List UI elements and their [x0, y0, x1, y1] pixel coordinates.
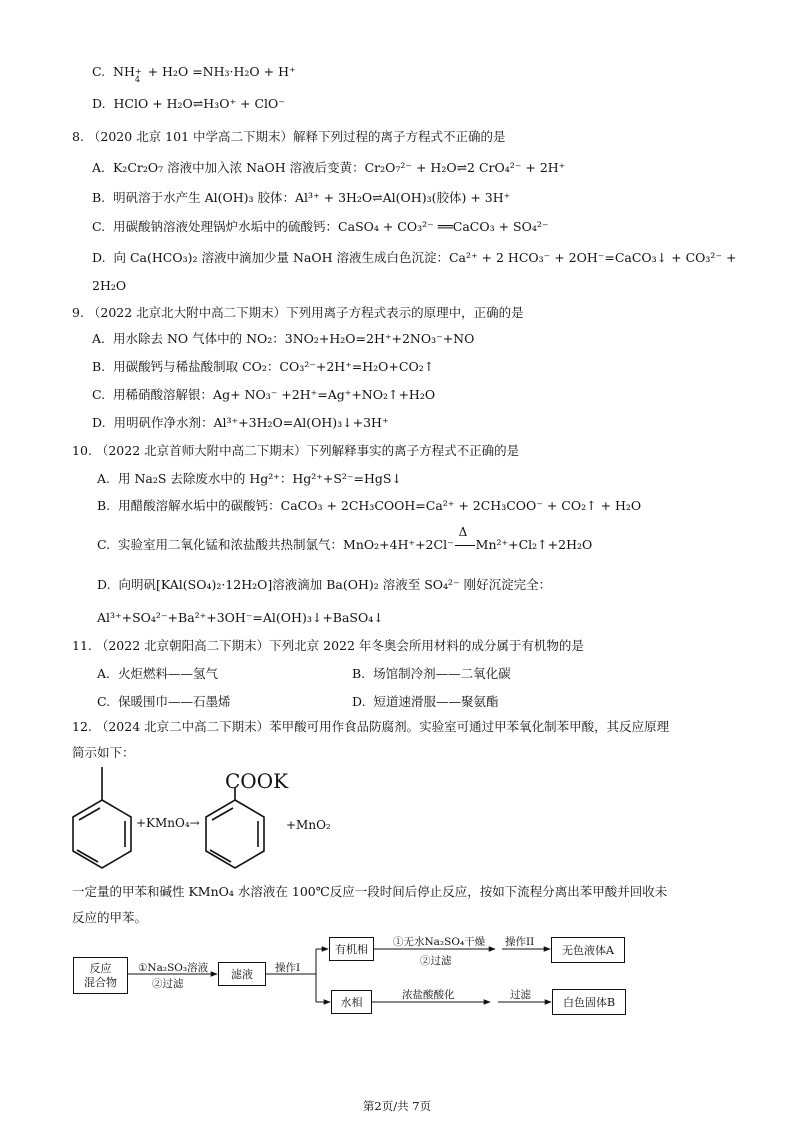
flow-organic-box: 有机相 — [329, 937, 374, 961]
benzoate-structure — [206, 787, 264, 868]
q11-option-d: D. 短道速滑服——聚氨酯 — [352, 694, 499, 709]
flow-organic-top: ①无水Na₂SO₄干燥 — [393, 936, 486, 948]
flow-step1-bottom: ②过滤 — [152, 978, 184, 990]
q9-option-d: D. 用明矾作净水剂：Al³⁺+3H₂O=Al(OH)₃↓+3H⁺ — [92, 415, 389, 430]
q10-option-b: B. 用醋酸溶解水垢中的碳酸钙：CaCO₃ + 2CH₃COOH=Ca²⁺ + 2CH₃COO⁻ + CO₂↑ + H₂O — [97, 498, 642, 513]
q9-option-a: A. 用水除去 NO 气体中的 NO₂：3NO₂+H₂O=2H⁺+2NO₃⁻+NO — [92, 331, 475, 346]
toluene-structure — [73, 767, 131, 868]
q8-stem: 8. （2020 北京 101 中学高二下期末）解释下列过程的离子方程式不正确的是 — [72, 129, 506, 144]
q12-stem: 12. （2024 北京二中高二下期末）苯甲酸可用作食品防腐剂。实验室可通过甲苯氧化制苯甲酸，其反应原理 — [72, 719, 670, 734]
q10-option-c: C. 实验室用二氧化锰和浓盐酸共热制氯气：MnO₂+4H⁺+2Cl⁻ Δ Mn²⁺+Cl₂↑+2H₂O — [97, 525, 593, 552]
flow-aqueous-box: 水相 — [331, 990, 372, 1014]
flow-filtrate-box: 滤液 — [218, 962, 266, 986]
q8-option-d-continued: 2H₂O — [92, 278, 127, 293]
q10-stem: 10. （2022 北京首师大附中高二下期末）下列解释事实的离子方程式不正确的是 — [72, 443, 520, 458]
q11-option-b: B. 场馆制冷剂——二氧化碳 — [352, 666, 511, 681]
flow-op2-label: 操作II — [505, 936, 535, 948]
q7-option-d: D. HClO + H₂O⇌H₃O⁺ + ClO⁻ — [92, 96, 285, 111]
flow-product-b-box: 白色固体B — [552, 989, 626, 1015]
q10-option-a: A. 用 Na₂S 去除废水中的 Hg²⁺：Hg²⁺+S²⁻=HgS↓ — [97, 471, 402, 486]
page-footer: 第2页/共 7页 — [362, 1099, 432, 1113]
q10-option-d: D. 向明矾[KAl(SO₄)₂·12H₂O]溶液滴加 Ba(OH)₂ 溶液至 SO₄²⁻ 刚好沉淀完全： — [97, 577, 552, 592]
cook-group: COOK — [225, 769, 289, 793]
reagent-label: +KMnO₄→ — [136, 816, 200, 830]
q11-stem: 11. （2022 北京朝阳高二下期末）下列北京 2022 年冬奥会所用材料的成分属于有机物的是 — [72, 638, 584, 653]
flow-product-a-box: 无色液体A — [551, 937, 625, 963]
q9-option-b: B. 用碳酸钙与稀盐酸制取 CO₂：CO₃²⁻+2H⁺=H₂O+CO₂↑ — [92, 359, 435, 374]
q8-option-a: A. K₂Cr₂O₇ 溶液中加入浓 NaOH 溶液后变黄：Cr₂O₇²⁻ + H₂O⇌2 CrO₄²⁻ + 2H⁺ — [92, 160, 566, 175]
q8-option-b: B. 明矾溶于水产生 Al(OH)₃ 胶体：Al³⁺ + 3H₂O⇌Al(OH)₃(胶体) + 3H⁺ — [92, 190, 511, 205]
q12-paragraph: 一定量的甲苯和碱性 KMnO₄ 水溶液在 100℃反应一段时间后停止反应，按如下流程分离出苯甲酸并回收未 — [72, 884, 668, 899]
flow-filter2-label: 过滤 — [510, 989, 531, 1001]
q10-option-d-continued: Al³⁺+SO₄²⁻+Ba²⁺+3OH⁻=Al(OH)₃↓+BaSO₄↓ — [97, 610, 384, 625]
q7-option-c: C. NH + 4 + H₂O =NH₃·H₂O + H⁺ — [92, 64, 296, 84]
q8-option-c: C. 用碳酸钠溶液处理锅炉水垢中的硫酸钙：CaSO₄ + CO₃²⁻ ══CaCO₃ + SO₄²⁻ — [92, 219, 549, 234]
reaction-scheme — [60, 765, 380, 875]
q12-paragraph-continued: 反应的甲苯。 — [72, 910, 148, 925]
flow-step1-top: ①Na₂SO₃溶液 — [138, 962, 209, 974]
flow-acidify-label: 浓盐酸酸化 — [402, 989, 455, 1001]
flow-op1-label: 操作I — [275, 962, 301, 974]
q11-option-c: C. 保暖围巾——石墨烯 — [97, 694, 231, 709]
flow-organic-bottom: ②过滤 — [420, 955, 452, 967]
q11-option-a: A. 火炬燃料——氢气 — [97, 666, 218, 681]
byproduct-label: +MnO₂ — [286, 818, 331, 832]
flow-start-box: 反应 混合物 — [73, 957, 128, 994]
q12-stem-continued: 简示如下： — [72, 745, 135, 760]
q8-option-d: D. 向 Ca(HCO₃)₂ 溶液中滴加少量 NaOH 溶液生成白色沉淀：Ca²⁺ + 2 HCO₃⁻ + 2OH⁻=CaCO₃↓ + CO₃²⁻ + — [92, 250, 737, 265]
q9-stem: 9. （2022 北京北大附中高二下期末）下列用离子方程式表示的原理中，正确的是 — [72, 305, 524, 320]
q9-option-c: C. 用稀硝酸溶解银：Ag+ NO₃⁻ +2H⁺=Ag⁺+NO₂↑+H₂O — [92, 387, 436, 402]
heat-symbol: Δ — [458, 525, 468, 539]
